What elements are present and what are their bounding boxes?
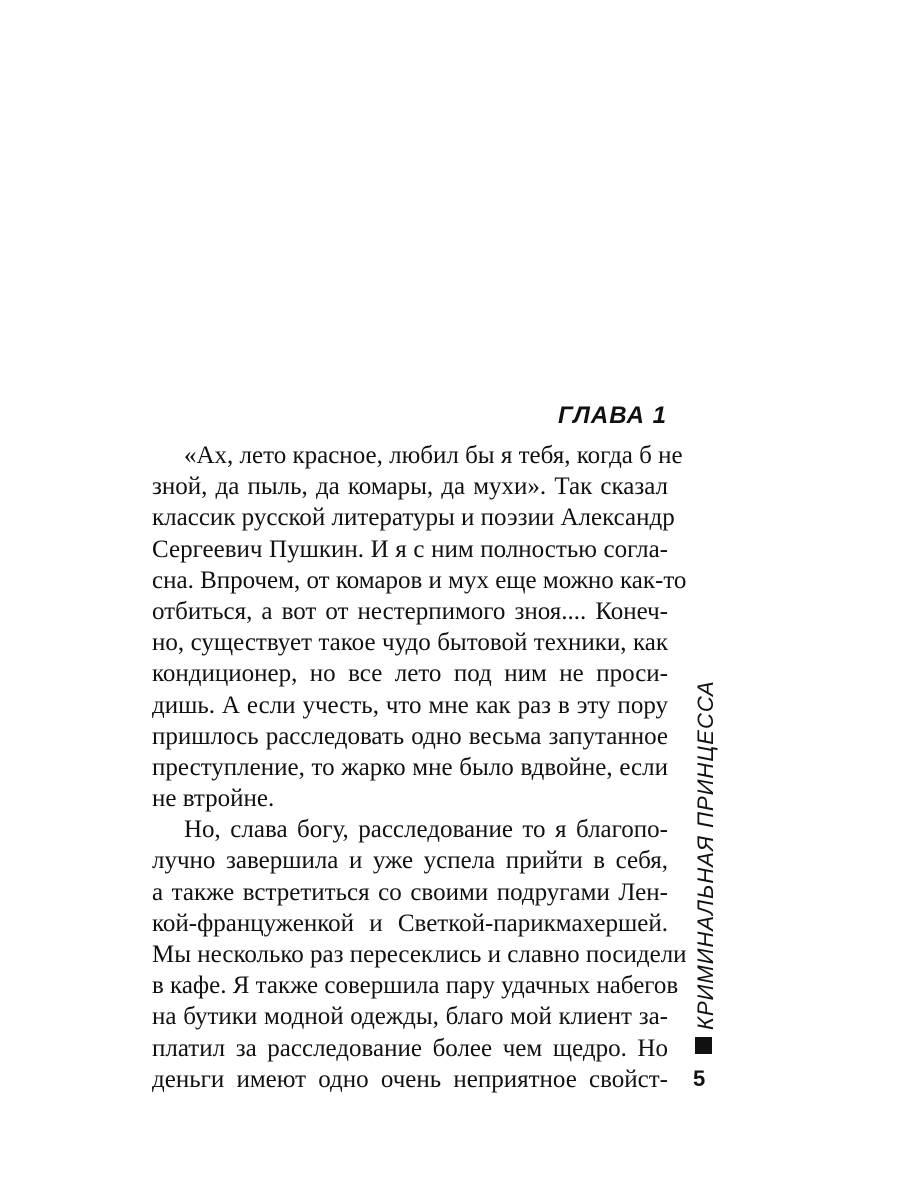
text-line: кондиционер, но все лето под ним не проси- [152,660,668,688]
chapter-title: ГЛАВА 1 [558,402,667,429]
text-line: «Ах, лето красное, любил бы я тебя, когда б не [184,442,683,469]
text-line: лучно завершила и уже успела прийти в себя, [152,847,668,875]
text-line: классик русской литературы и поэзии Александр [152,504,675,532]
text-line: кой-француженкой и Светкой-парикмахершей. [152,909,668,937]
text-line: Сергеевич Пушкин. И я с ним полностью согла- [152,535,668,563]
text-line: Мы несколько раз пересеклись и славно посидели [152,941,687,968]
text-line: сна. Впрочем, от комаров и мух еще можно как-то [152,566,687,594]
text-line: но, существует такое чудо бытовой техники, как [152,629,668,657]
text-line: Но, слава богу, расследование то я благопо- [184,816,668,844]
text-line: зной, да пыль, да комары, да мухи». Так сказал [152,473,668,501]
running-title: КРИМИНАЛЬНАЯ ПРИНЦЕССА [693,680,718,1030]
text-line: преступление, то жарко мне было вдвойне, если [152,753,668,781]
text-line: дишь. А если учесть, что мне как раз в эту пору [152,691,668,719]
page-number: 5 [693,1066,706,1091]
text-line: на бутики модной одежды, благо мой клиент за- [152,1003,668,1031]
text-line: платил за расследование более чем щедро. Но [152,1034,668,1062]
body-text [152,440,687,1095]
text-line: в кафе. Я также совершила пару удачных набегов [152,972,679,1000]
text-line: не втройне. [152,785,275,813]
text-line: деньги имеют одно очень неприятное свойст- [152,1065,668,1093]
text-line: пришлось расследовать одно весьма запутанное [152,722,668,750]
text-line: отбиться, а вот от нестерпимого зноя.... Конеч- [152,597,668,625]
square-marker-icon [695,1037,712,1054]
text-line: а также встретиться со своими подругами Лен- [152,878,668,906]
